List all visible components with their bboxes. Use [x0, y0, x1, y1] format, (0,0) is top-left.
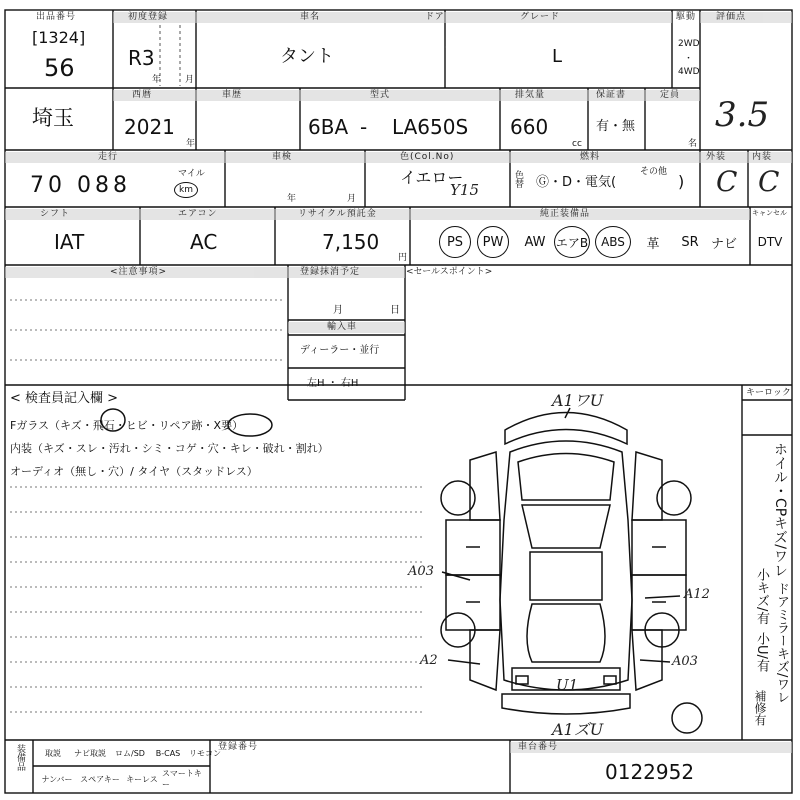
model-type-prefix: 6BA [308, 115, 349, 139]
drive-label: 駆動 [676, 12, 697, 22]
equipment-item: ナビ [710, 236, 737, 252]
reg-no-label: 登録番号 [218, 742, 259, 752]
color-mark: 色替 [513, 170, 523, 188]
first-reg-month-unit: 月 [185, 75, 195, 85]
equipment-item: PW [477, 226, 509, 258]
accessory-item: リモコン [189, 748, 221, 758]
equipment-label: 純正装備品 [540, 209, 591, 219]
deletion-label: 登録抹消予定 [300, 267, 361, 277]
color-label: 色(Col.No) [400, 152, 455, 162]
prefecture-value: 埼玉 [32, 106, 74, 130]
damage-mark-right-lower: A03 [672, 654, 698, 669]
equipment-item: DTV [757, 235, 783, 249]
warranty-label: 保証書 [596, 90, 627, 100]
side-note-4: 小U/有 [754, 632, 769, 672]
doors-label: ドア [425, 12, 445, 22]
aircon-value: AC [190, 230, 218, 254]
drive-4wd: 4WD [678, 67, 700, 77]
mileage-label: 走行 [98, 152, 119, 162]
shift-value: IAT [54, 230, 85, 254]
mileage-km: km [179, 185, 193, 195]
accessory-item: キーレス [126, 774, 158, 784]
equipment-item: SR [681, 234, 699, 250]
mileage-km-circled [174, 182, 198, 198]
handle-side: 左H ・ 右H [307, 378, 359, 389]
import-label: 輸入車 [327, 322, 358, 332]
model-type-dash: - [360, 115, 368, 139]
grade-value: L [552, 46, 563, 67]
year-made-label: 西暦 [132, 90, 153, 100]
first-reg-label: 初度登録 [128, 12, 169, 22]
damage-mark-center: U1 [556, 676, 579, 694]
chassis-no-value: 0122952 [605, 760, 695, 784]
recycle-label: リサイクル預託金 [298, 209, 377, 219]
accessory-item: スマートキー [162, 769, 202, 789]
shift-label: シフト [40, 209, 71, 219]
inspector-label: < 検査員記入欄 > [10, 391, 119, 406]
fuel-close: ) [678, 172, 685, 191]
damage-mark-left: A03 [408, 564, 434, 579]
inspector-line-2: 内装（キズ・スレ・汚れ・シミ・コゲ・穴・キレ・破れ・割れ） [10, 442, 329, 455]
lot-code: [1324] [32, 28, 86, 47]
accessory-item: ナンバー [41, 774, 73, 784]
model-name-value: タント [280, 46, 334, 67]
shaken-label: 車検 [272, 152, 293, 162]
first-reg-year-unit: 年 [152, 75, 162, 85]
accessory-item: スペアキー [80, 774, 120, 784]
displacement-value: 660 [510, 115, 549, 139]
capacity-unit: 名 [688, 139, 698, 149]
cancel-note-label: キャンセル [752, 209, 787, 217]
side-note-5: 補修有 [753, 690, 767, 726]
score-label: 評価点 [716, 12, 747, 22]
shaken-year-unit: 年 [287, 194, 297, 204]
fuel-value: Ⓖ・D・電気( [536, 175, 617, 190]
equipment-item: AW [524, 234, 546, 250]
accessory-item: 取説 [45, 748, 61, 758]
year-made-unit: 年 [186, 139, 196, 149]
capacity-label: 定員 [660, 90, 681, 100]
interior-label: 内装 [752, 152, 773, 162]
exterior-label: 外装 [706, 152, 727, 162]
notes-label: <注意事項> [110, 267, 168, 277]
equipment-item: ABS [595, 226, 631, 258]
accessory-item: B-CAS [155, 748, 181, 758]
recycle-unit: 円 [398, 253, 408, 263]
displacement-label: 排気量 [515, 90, 546, 100]
lot-label: 出品番号 [36, 12, 77, 22]
interior-score: C [758, 165, 780, 198]
key-lock-label: キーロック [746, 388, 791, 398]
aircon-label: エアコン [178, 209, 218, 219]
fuel-other: その他 [640, 167, 668, 177]
inspection-cert-label: 車歴 [222, 90, 243, 100]
drive-dot: ・ [684, 54, 694, 64]
warranty-value: 有・無 [596, 119, 636, 134]
dealer-parallel: ディーラー・並行 [300, 345, 380, 356]
deletion-day: 日 [390, 305, 400, 316]
damage-mark-top: A1ワU [552, 391, 604, 410]
damage-mark-bottom: A1ズU [552, 720, 604, 739]
displacement-unit: cc [572, 139, 582, 149]
side-note-2: 小キズ/有 [754, 568, 769, 625]
model-type-value: LA650S [392, 115, 469, 139]
damage-mark-left-lower: A2 [420, 653, 438, 668]
side-note-3: ドアミラーキズ/ワレ [774, 582, 789, 704]
inspector-line-1: Fガラス（キズ・飛石・ヒビ・リペア跡・X要） [10, 419, 244, 432]
lot-number: 56 [44, 54, 75, 82]
color-value: イエロー [400, 168, 464, 187]
model-name-label: 車名 [300, 12, 321, 22]
shaken-month-unit: 月 [347, 194, 357, 204]
fuel-label: 燃料 [580, 152, 601, 162]
grade-label: グレード [520, 12, 561, 22]
year-made-value: 2021 [124, 115, 175, 139]
equipment-item: 革 [646, 236, 660, 252]
score-value: 3.5 [715, 95, 770, 135]
equipment-item: PS [439, 226, 471, 258]
exterior-score: C [716, 165, 738, 198]
side-note-1: ホイル・CPキズ/ワレ [772, 442, 788, 577]
accessory-item: ナビ取説 [74, 748, 106, 758]
inspector-line-3: オーディオ（無し・穴）/ タイヤ（スタッドレス） [10, 465, 258, 478]
recycle-value: 7,150 [322, 230, 380, 254]
first-reg-value: R3 [128, 46, 155, 70]
accessory-side-label: 装備品 [15, 744, 25, 771]
mileage-value: 70 088 [30, 173, 131, 198]
mileage-miles: マイル [178, 169, 205, 179]
drive-2wd: 2WD [678, 39, 700, 49]
model-type-label: 型式 [370, 90, 391, 100]
chassis-no-label: 車台番号 [518, 742, 559, 752]
accessory-item: ロム/SD [115, 748, 145, 758]
deletion-month: 月 [333, 305, 343, 316]
equipment-item: エアB [554, 226, 590, 258]
sales-point-label: <セールスポイント> [406, 267, 493, 277]
color-code: Y15 [450, 181, 479, 199]
damage-mark-right-upper: A12 [684, 587, 710, 602]
